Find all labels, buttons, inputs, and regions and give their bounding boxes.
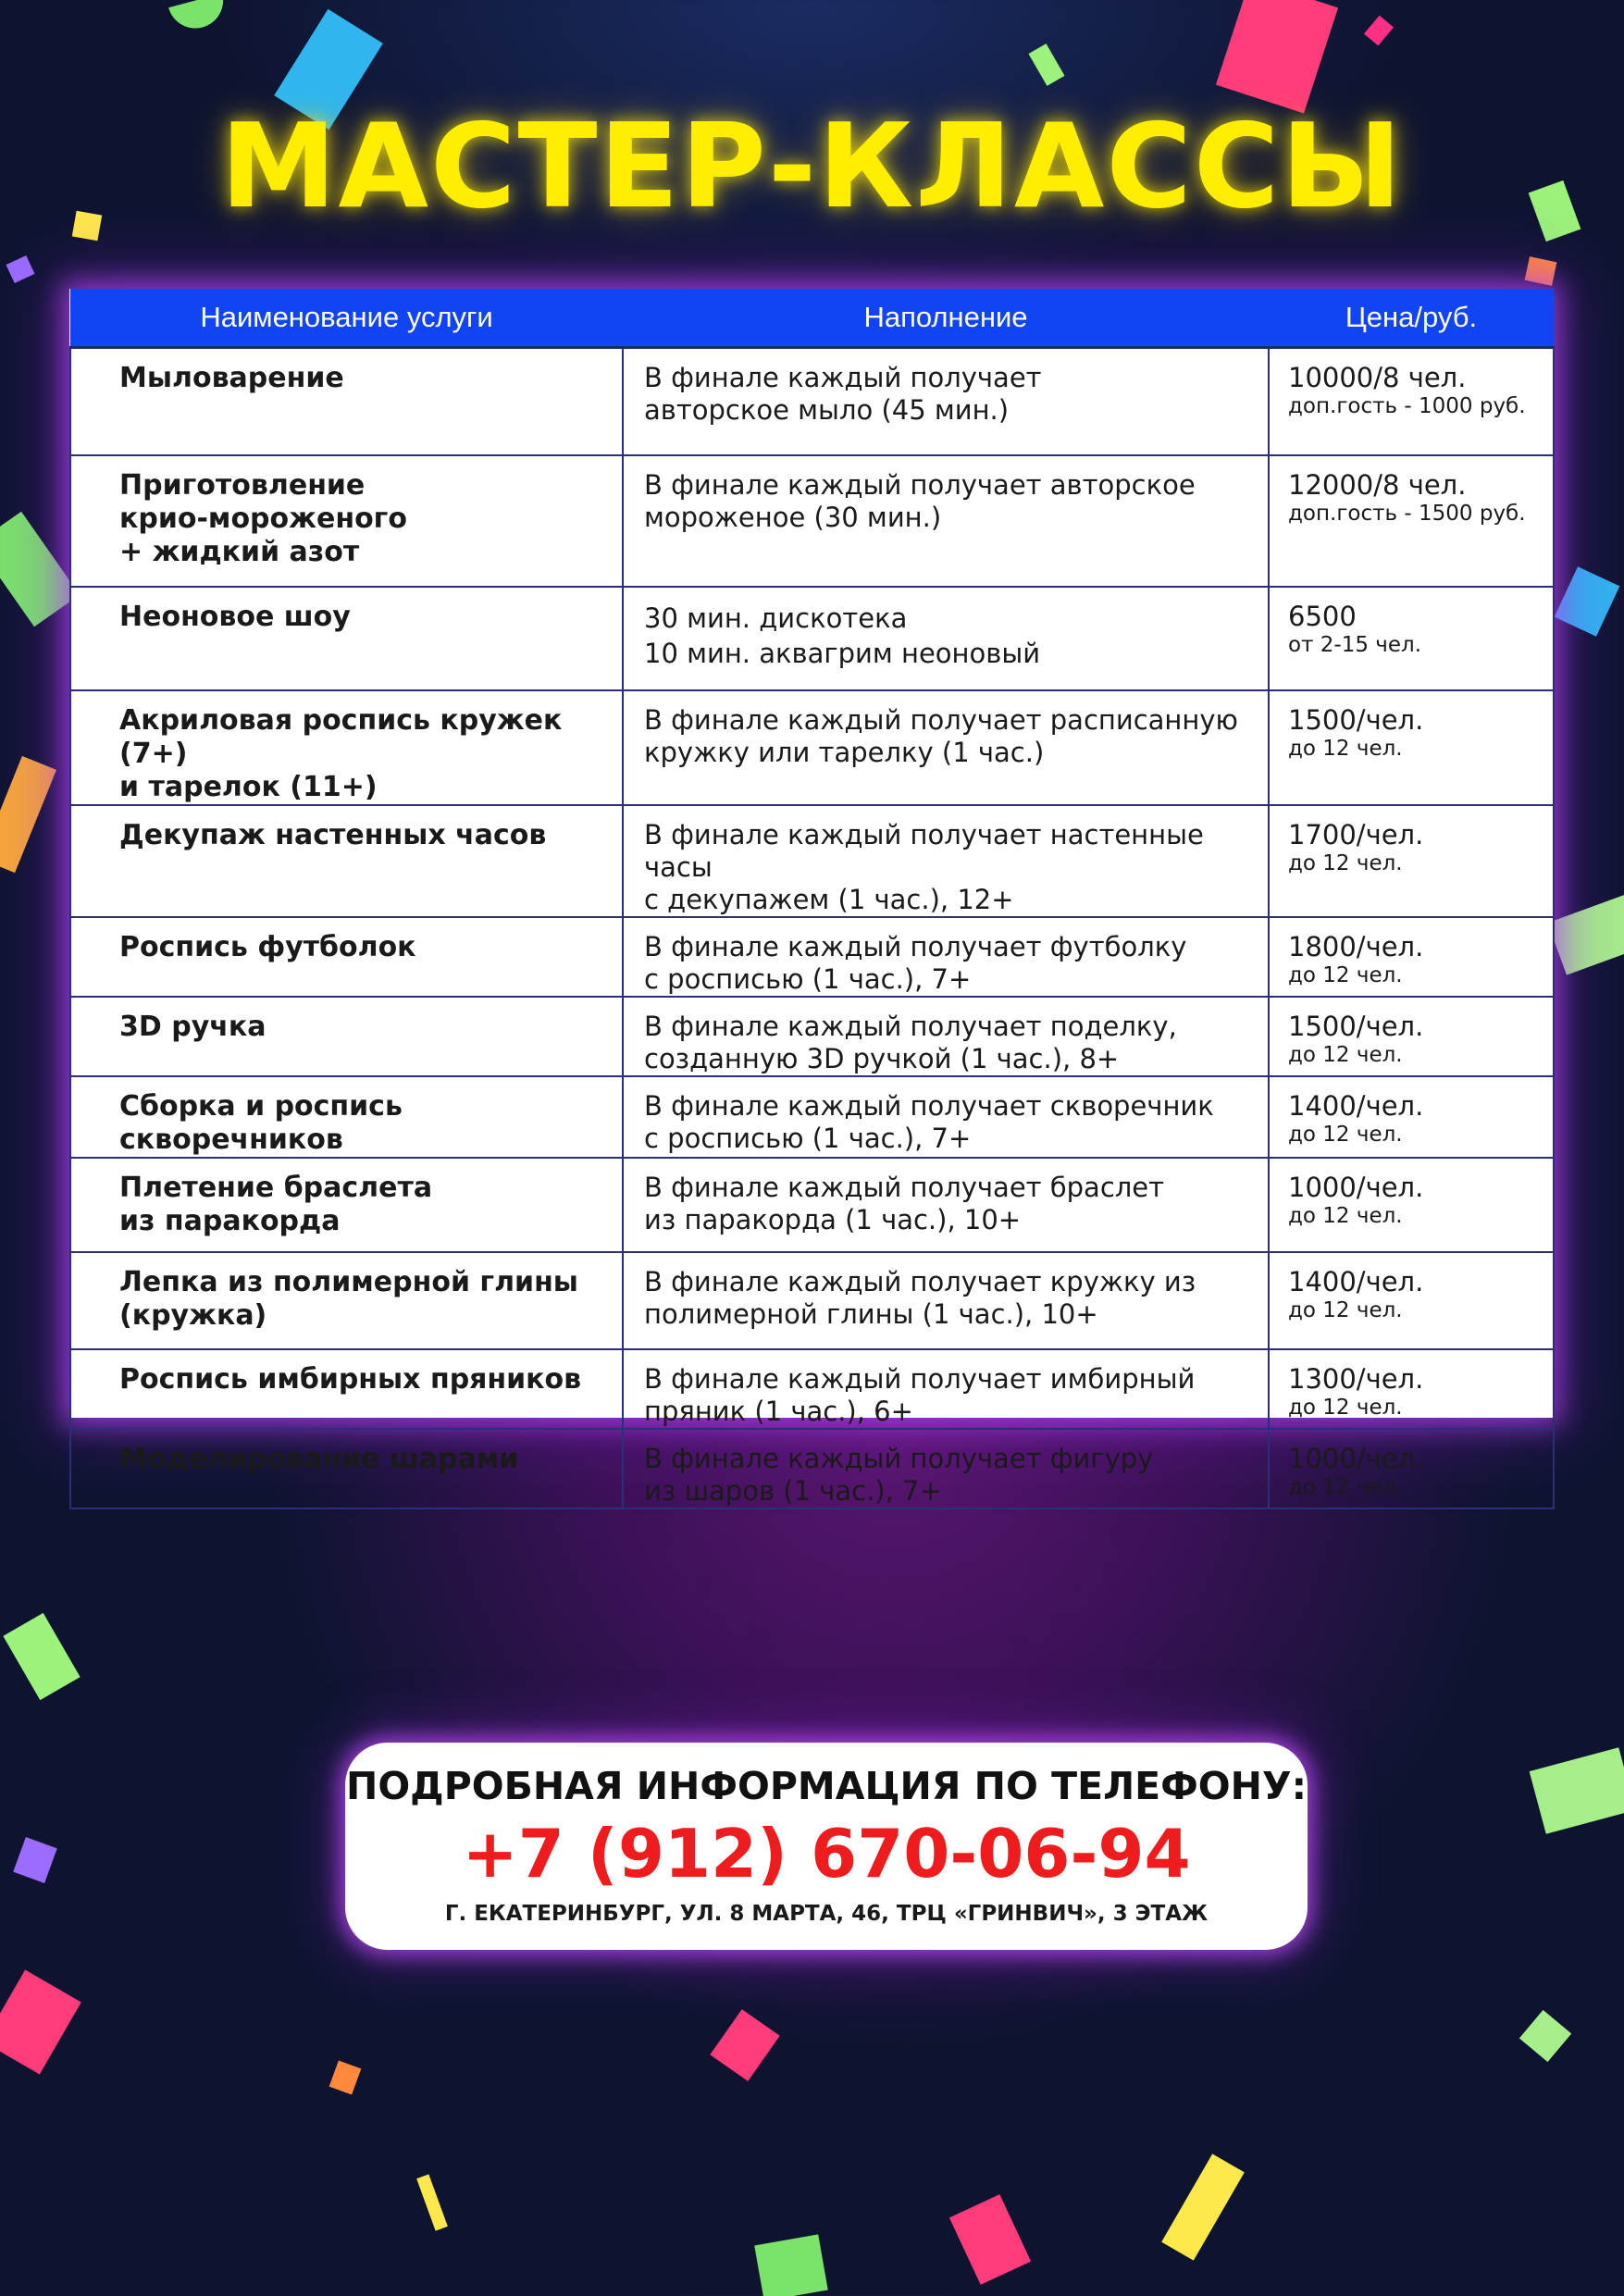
confetti-piece	[1216, 0, 1338, 114]
price-note: до 12 чел.	[1288, 1204, 1403, 1228]
table-row	[70, 455, 1554, 587]
price-value: 1500/чел.	[1288, 1011, 1424, 1042]
confetti-piece	[949, 2194, 1031, 2285]
service-description: 30 мин. дискотека 10 мин. аквагрим неоновый	[623, 587, 1269, 690]
table-row	[70, 690, 1554, 805]
service-description: В финале каждый получает расписанную кружку или тарелку (1 час.)	[623, 690, 1269, 805]
price-value: 1700/чел.	[1288, 819, 1424, 850]
table-row	[70, 997, 1554, 1076]
price-value: 1400/чел.	[1288, 1266, 1424, 1297]
price-note: до 12 чел.	[1288, 1123, 1403, 1147]
price-value: 10000/8 чел.	[1288, 361, 1467, 393]
service-price	[1269, 587, 1554, 690]
contact-phone[interactable]: +7 (912) 670-06-94	[462, 1815, 1191, 1893]
service-description: В финале каждый получает браслет из паракорда (1 час.), 10+	[623, 1158, 1269, 1252]
confetti-piece	[3, 1613, 80, 1700]
confetti-piece	[1530, 1747, 1624, 1833]
service-price	[1269, 1158, 1554, 1252]
confetti-piece	[1519, 2010, 1571, 2062]
service-price	[1269, 1349, 1554, 1429]
price-note: доп.гость - 1500 руб.	[1288, 502, 1526, 526]
price-note: до 12 чел.	[1288, 737, 1403, 761]
price-note: до 12 чел.	[1288, 1475, 1403, 1499]
confetti-piece	[754, 2234, 828, 2296]
confetti-piece	[1555, 566, 1620, 637]
price-value: 1000/чел.	[1288, 1172, 1424, 1203]
service-price	[1269, 690, 1554, 805]
service-description: В финале каждый получает кружку из полимерной глины (1 час.), 10+	[623, 1252, 1269, 1349]
confetti-piece	[13, 1837, 57, 1883]
confetti-piece	[1525, 256, 1557, 286]
table-row	[70, 587, 1554, 690]
service-price	[1269, 455, 1554, 587]
confetti-piece	[1547, 894, 1624, 974]
table-header-row	[70, 289, 1554, 347]
service-price	[1269, 1252, 1554, 1349]
service-name: Декупаж настенных часов	[70, 805, 623, 917]
price-note: до 12 чел.	[1288, 963, 1403, 987]
table-row	[70, 1252, 1554, 1349]
service-price	[1269, 997, 1554, 1076]
service-name: Моделирование шарами	[70, 1429, 623, 1508]
service-description: В финале каждый получает настенные часы с декупажем (1 час.), 12+	[623, 805, 1269, 917]
contact-address: Г. ЕКАТЕРИНБУРГ, УЛ. 8 МАРТА, 46, ТРЦ «ГРИНВИЧ», 3 ЭТАЖ	[444, 1902, 1209, 1926]
price-note: от 2-15 чел.	[1288, 633, 1422, 657]
header-price: Цена/руб.	[1269, 289, 1554, 347]
confetti-piece	[0, 512, 80, 627]
service-description: В финале каждый получает фигуру из шаров (1 час.), 7+	[623, 1429, 1269, 1508]
service-name: Приготовление крио-мороженого + жидкий азот	[70, 455, 623, 587]
service-price	[1269, 917, 1554, 997]
price-table-container	[69, 289, 1553, 1507]
price-note: до 12 чел.	[1288, 1396, 1403, 1420]
price-value: 1000/чел.	[1288, 1443, 1424, 1474]
contact-title: ПОДРОБНАЯ ИНФОРМАЦИЯ ПО ТЕЛЕФОНУ:	[346, 1764, 1307, 1808]
service-name: Роспись имбирных пряников	[70, 1349, 623, 1429]
price-value: 1500/чел.	[1288, 704, 1424, 736]
price-note: до 12 чел.	[1288, 1298, 1403, 1322]
service-name: Неоновое шоу	[70, 587, 623, 690]
confetti-piece	[710, 2009, 779, 2081]
price-note: до 12 чел.	[1288, 1043, 1403, 1067]
service-price	[1269, 1429, 1554, 1508]
confetti-piece	[6, 255, 34, 283]
service-description: В финале каждый получает поделку, созданную 3D ручкой (1 час.), 8+	[623, 997, 1269, 1076]
table-row	[70, 1349, 1554, 1429]
service-price	[1269, 805, 1554, 917]
service-description: В финале каждый получает имбирный пряник (1 час.), 6+	[623, 1349, 1269, 1429]
table-row	[70, 347, 1554, 455]
confetti-piece	[416, 2174, 448, 2230]
header-service: Наименование услуги	[70, 289, 623, 347]
service-description: В финале каждый получает авторское мороженое (30 мин.)	[623, 455, 1269, 587]
price-value: 1800/чел.	[1288, 931, 1424, 962]
confetti-piece	[1161, 2153, 1245, 2260]
table-row	[70, 917, 1554, 997]
service-description: В финале каждый получает авторское мыло (45 мин.)	[623, 347, 1269, 455]
table-row	[70, 805, 1554, 917]
service-name: Лепка из полимерной глины (кружка)	[70, 1252, 623, 1349]
service-name: Сборка и роспись скворечников	[70, 1076, 623, 1158]
table-row	[70, 1158, 1554, 1252]
contact-info-panel	[345, 1743, 1308, 1950]
price-note: доп.гость - 1000 руб.	[1288, 393, 1526, 418]
service-price	[1269, 347, 1554, 455]
service-name: Плетение браслета из паракорда	[70, 1158, 623, 1252]
confetti-piece	[329, 2060, 362, 2094]
service-description: В финале каждый получает футболку с росписью (1 час.), 7+	[623, 917, 1269, 997]
header-content: Наполнение	[623, 289, 1269, 347]
confetti-piece	[1364, 16, 1394, 46]
service-description: В финале каждый получает скворечник с росписью (1 час.), 7+	[623, 1076, 1269, 1158]
confetti-piece	[0, 756, 56, 873]
confetti-piece	[0, 1970, 81, 2075]
service-name: Акриловая роспись кружек (7+) и тарелок (11+)	[70, 690, 623, 805]
confetti-piece	[1028, 43, 1064, 86]
service-name: 3D ручка	[70, 997, 623, 1076]
table-row	[70, 1076, 1554, 1158]
confetti-piece	[168, 0, 229, 34]
price-value: 1300/чел.	[1288, 1363, 1424, 1395]
page-title: МАСТЕР-КЛАССЫ	[220, 98, 1404, 234]
service-price	[1269, 1076, 1554, 1158]
table-row	[70, 1429, 1554, 1508]
service-name: Роспись футболок	[70, 917, 623, 997]
price-note: до 12 чел.	[1288, 851, 1403, 875]
service-name: Мыловарение	[70, 347, 623, 455]
price-value: 1400/чел.	[1288, 1090, 1424, 1122]
price-value: 12000/8 чел.	[1288, 469, 1467, 501]
price-table	[69, 289, 1555, 1509]
price-value: 6500	[1288, 601, 1357, 632]
